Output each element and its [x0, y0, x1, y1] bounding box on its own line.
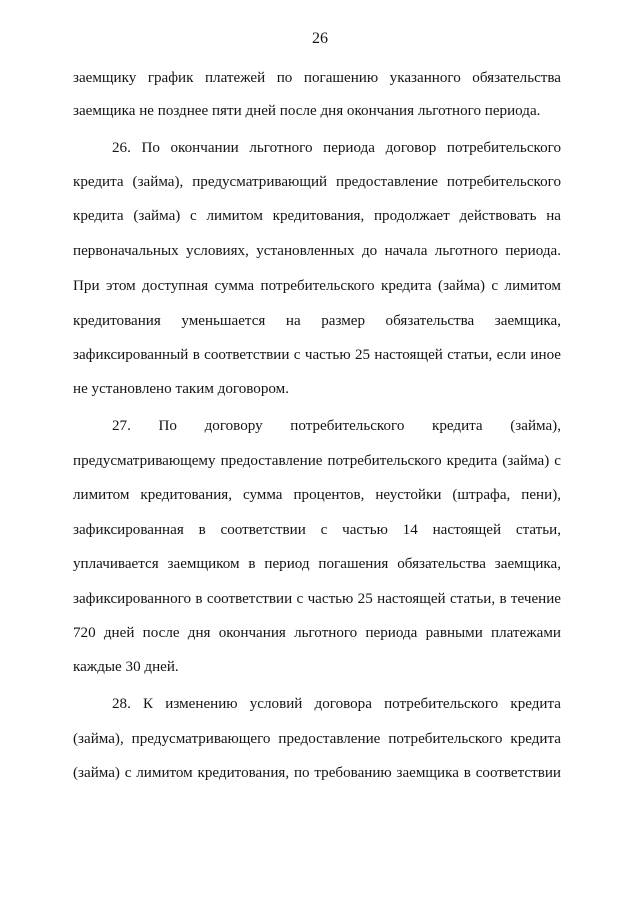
text-line: уплачивается заемщиком в период погашения обязательства заемщика, [73, 556, 561, 572]
text-line: зафиксированного в соответствии с частью 25 настоящей статьи, в течение [73, 591, 561, 607]
text-line: лимитом кредитования, сумма процентов, неустойки (штрафа, пени), [73, 487, 561, 503]
text-line: кредита (займа), предусматривающий предоставление потребительского [73, 174, 561, 190]
page-number: 26 [312, 30, 328, 47]
text-line: предусматривающему предоставление потребительского кредита (займа) с [73, 453, 561, 469]
text-line: зафиксированный в соответствии с частью 25 настоящей статьи, если иное [73, 347, 561, 363]
text-line: кредита (займа) с лимитом кредитования, продолжает действовать на [73, 208, 561, 224]
paragraph-26-start: 26. По окончании льготного периода договор потребительского [112, 140, 561, 156]
text-line: зафиксированная в соответствии с частью 14 настоящей статьи, [73, 522, 561, 538]
text-line: 720 дней после дня окончания льготного периода равными платежами [73, 625, 561, 641]
text-line: (займа), предусматривающего предоставление потребительского кредита [73, 731, 561, 747]
paragraph-28-start: 28. К изменению условий договора потребительского кредита [112, 696, 561, 712]
text-line: заемщика не позднее пяти дней после дня окончания льготного периода. [73, 103, 541, 119]
text-line: (займа) с лимитом кредитования, по требованию заемщика в соответствии [73, 765, 561, 781]
text-line: кредитования уменьшается на размер обязательства заемщика, [73, 313, 561, 329]
text-line: При этом доступная сумма потребительского кредита (займа) с лимитом [73, 278, 561, 294]
text-line: каждые 30 дней. [73, 659, 179, 675]
text-line: не установлено таким договором. [73, 381, 289, 397]
text-line: первоначальных условиях, установленных до начала льготного периода. [73, 243, 561, 259]
text-line: заемщику график платежей по погашению указанного обязательства [73, 70, 561, 86]
paragraph-27-start: 27. По договору потребительского кредита (займа), [112, 418, 561, 434]
